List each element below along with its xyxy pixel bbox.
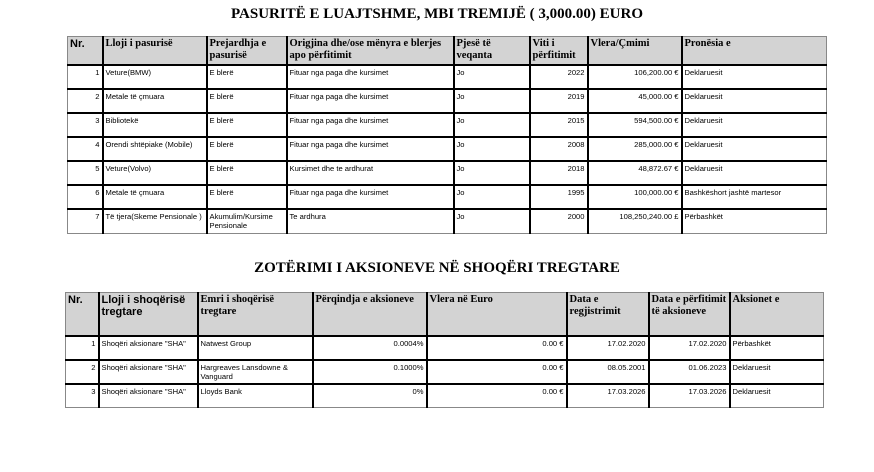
table-row bbox=[68, 89, 827, 113]
cell-ownership: Deklaruesit bbox=[682, 161, 827, 185]
movable-assets-table bbox=[67, 36, 827, 234]
table-row bbox=[68, 161, 827, 185]
cell-origin: E blerë bbox=[207, 65, 287, 89]
cell-acquisition-method: Kursimet dhe te ardhurat bbox=[287, 161, 454, 185]
header-acquisition-date: Data e përfitimit të aksioneve bbox=[649, 293, 730, 336]
table-row bbox=[68, 113, 827, 137]
header-origin: Prejardhja e pasurisë bbox=[207, 37, 287, 65]
cell-acquisition-method: Fituar nga paga dhe kursimet bbox=[287, 65, 454, 89]
cell-value: 108,250,240.00 £ bbox=[588, 209, 682, 234]
cell-shares-of: Përbashkët bbox=[730, 336, 824, 360]
cell-registration-date: 17.03.2026 bbox=[567, 384, 649, 408]
cell-nr: 1 bbox=[68, 65, 103, 89]
cell-ownership: Deklaruesit bbox=[682, 65, 827, 89]
cell-nr: 3 bbox=[68, 113, 103, 137]
header-nr: Nr. bbox=[68, 37, 103, 65]
shareholdings-table bbox=[65, 292, 824, 408]
cell-ownership: Deklaruesit bbox=[682, 113, 827, 137]
cell-origin: E blerë bbox=[207, 137, 287, 161]
cell-value: 106,200.00 € bbox=[588, 65, 682, 89]
table-row bbox=[68, 185, 827, 209]
cell-acquisition-date: 01.06.2023 bbox=[649, 360, 730, 384]
cell-value-euro: 0.00 € bbox=[427, 384, 567, 408]
cell-acquisition-method: Fituar nga paga dhe kursimet bbox=[287, 113, 454, 137]
cell-origin: E blerë bbox=[207, 89, 287, 113]
cell-acquisition-method: Fituar nga paga dhe kursimet bbox=[287, 137, 454, 161]
cell-origin: E blerë bbox=[207, 113, 287, 137]
table-row bbox=[66, 360, 824, 384]
cell-nr: 7 bbox=[68, 209, 103, 234]
cell-year: 2018 bbox=[530, 161, 588, 185]
header-ownership: Pronësia e bbox=[682, 37, 827, 65]
table-header-row bbox=[66, 293, 824, 336]
cell-asset-type: Bibliotekë bbox=[103, 113, 207, 137]
cell-separate-parts: Jo bbox=[454, 65, 530, 89]
header-company-type: Lloji i shoqërisë tregtare bbox=[99, 293, 198, 336]
cell-asset-type: Metale të çmuara bbox=[103, 89, 207, 113]
cell-separate-parts: Jo bbox=[454, 89, 530, 113]
cell-acquisition-method: Fituar nga paga dhe kursimet bbox=[287, 185, 454, 209]
header-company-name: Emri i shoqërisë tregtare bbox=[198, 293, 313, 336]
cell-nr: 6 bbox=[68, 185, 103, 209]
cell-company-name: Lloyds Bank bbox=[198, 384, 313, 408]
cell-acquisition-method: Te ardhura bbox=[287, 209, 454, 234]
cell-nr: 2 bbox=[68, 89, 103, 113]
cell-origin: E blerë bbox=[207, 185, 287, 209]
header-value: Vlera/Çmimi bbox=[588, 37, 682, 65]
header-separate-parts: Pjesë të veqanta bbox=[454, 37, 530, 65]
cell-ownership: Deklaruesit bbox=[682, 137, 827, 161]
table-header-row bbox=[68, 37, 827, 65]
cell-nr: 3 bbox=[66, 384, 99, 408]
header-shares-of: Aksionet e bbox=[730, 293, 824, 336]
header-nr: Nr. bbox=[66, 293, 99, 336]
header-year: Viti i përfitimit bbox=[530, 37, 588, 65]
cell-value: 45,000.00 € bbox=[588, 89, 682, 113]
cell-share-percentage: 0.1000% bbox=[313, 360, 427, 384]
cell-value: 48,872.67 € bbox=[588, 161, 682, 185]
header-value-euro: Vlera në Euro bbox=[427, 293, 567, 336]
cell-year: 2019 bbox=[530, 89, 588, 113]
cell-origin: Akumulim/Kursime Pensionale bbox=[207, 209, 287, 234]
cell-nr: 2 bbox=[66, 360, 99, 384]
cell-year: 2022 bbox=[530, 65, 588, 89]
cell-value-euro: 0.00 € bbox=[427, 360, 567, 384]
cell-asset-type: Veture(BMW) bbox=[103, 65, 207, 89]
cell-acquisition-date: 17.02.2020 bbox=[649, 336, 730, 360]
cell-registration-date: 08.05.2001 bbox=[567, 360, 649, 384]
cell-company-type: Shoqëri aksionare "SHA" bbox=[99, 360, 198, 384]
cell-registration-date: 17.02.2020 bbox=[567, 336, 649, 360]
header-share-percentage: Përqindja e aksioneve bbox=[313, 293, 427, 336]
cell-separate-parts: Jo bbox=[454, 209, 530, 234]
cell-origin: E blerë bbox=[207, 161, 287, 185]
cell-company-type: Shoqëri aksionare "SHA" bbox=[99, 384, 198, 408]
header-asset-type: Lloji i pasurisë bbox=[103, 37, 207, 65]
table-row bbox=[66, 336, 824, 360]
cell-share-percentage: 0% bbox=[313, 384, 427, 408]
cell-ownership: Bashkëshort jashtë martesor bbox=[682, 185, 827, 209]
cell-value: 594,500.00 € bbox=[588, 113, 682, 137]
cell-separate-parts: Jo bbox=[454, 137, 530, 161]
header-registration-date: Data e regjistrimit bbox=[567, 293, 649, 336]
cell-shares-of: Deklaruesit bbox=[730, 360, 824, 384]
header-acquisition-method: Origjina dhe/ose mënyra e blerjes apo përfitimit bbox=[287, 37, 454, 65]
cell-acquisition-date: 17.03.2026 bbox=[649, 384, 730, 408]
cell-nr: 5 bbox=[68, 161, 103, 185]
cell-asset-type: Orendi shtëpiake (Mobile) bbox=[103, 137, 207, 161]
cell-nr: 4 bbox=[68, 137, 103, 161]
table-row bbox=[66, 384, 824, 408]
cell-company-type: Shoqëri aksionare "SHA" bbox=[99, 336, 198, 360]
cell-value-euro: 0.00 € bbox=[427, 336, 567, 360]
cell-asset-type: Metale të çmuara bbox=[103, 185, 207, 209]
cell-company-name: Hargreaves Lansdowne & Vanguard bbox=[198, 360, 313, 384]
cell-year: 2008 bbox=[530, 137, 588, 161]
cell-year: 2015 bbox=[530, 113, 588, 137]
cell-company-name: Natwest Group bbox=[198, 336, 313, 360]
movable-assets-title: PASURITË E LUAJTSHME, MBI TREMIJË ( 3,000.00) EURO bbox=[231, 6, 643, 22]
cell-share-percentage: 0.0004% bbox=[313, 336, 427, 360]
cell-acquisition-method: Fituar nga paga dhe kursimet bbox=[287, 89, 454, 113]
cell-asset-type: Veture(Volvo) bbox=[103, 161, 207, 185]
cell-separate-parts: Jo bbox=[454, 161, 530, 185]
cell-year: 2000 bbox=[530, 209, 588, 234]
cell-value: 285,000.00 € bbox=[588, 137, 682, 161]
shareholdings-title: ZOTËRIMI I AKSIONEVE NË SHOQËRI TREGTARE bbox=[254, 260, 620, 276]
cell-ownership: Përbashkët bbox=[682, 209, 827, 234]
table-row bbox=[68, 137, 827, 161]
cell-shares-of: Deklaruesit bbox=[730, 384, 824, 408]
table-row bbox=[68, 65, 827, 89]
cell-separate-parts: Jo bbox=[454, 185, 530, 209]
cell-nr: 1 bbox=[66, 336, 99, 360]
table-row bbox=[68, 209, 827, 234]
cell-asset-type: Të tjera(Skeme Pensionale ) bbox=[103, 209, 207, 234]
cell-separate-parts: Jo bbox=[454, 113, 530, 137]
cell-value: 100,000.00 € bbox=[588, 185, 682, 209]
cell-ownership: Deklaruesit bbox=[682, 89, 827, 113]
cell-year: 1995 bbox=[530, 185, 588, 209]
